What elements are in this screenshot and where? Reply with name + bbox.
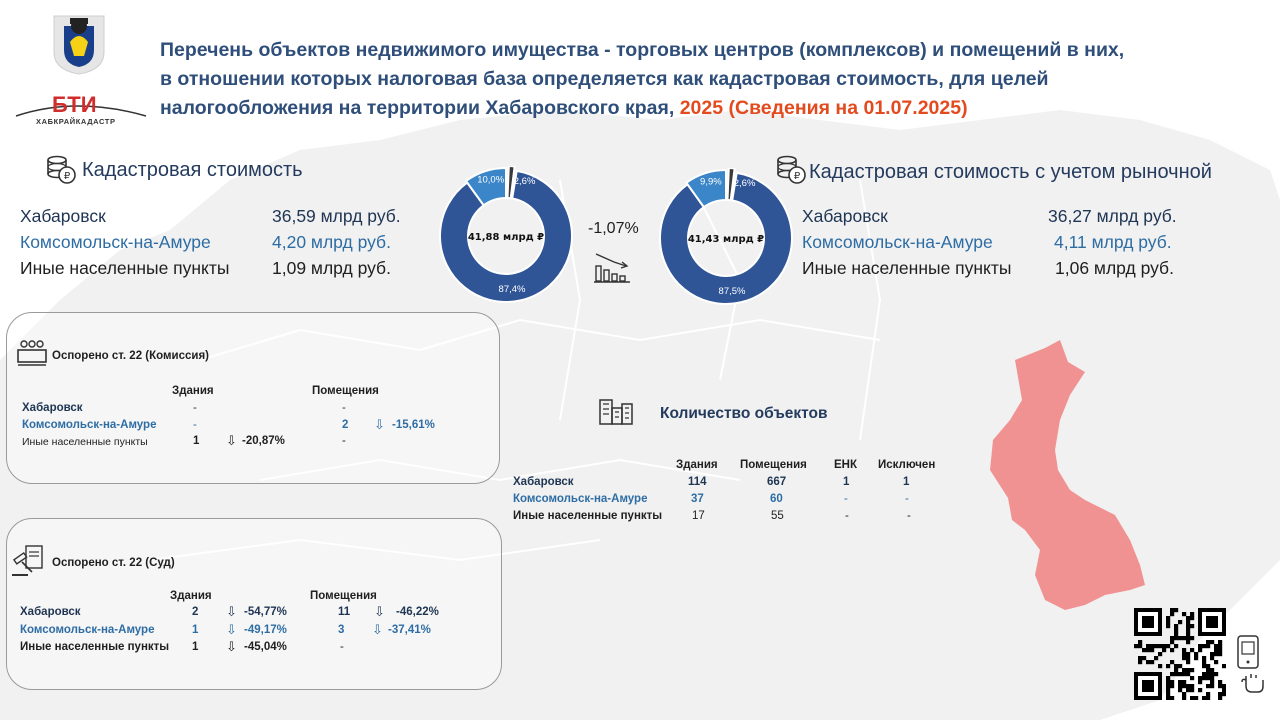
court-col-buildings: Здания <box>170 590 212 602</box>
objects-title: Количество объектов <box>660 405 828 422</box>
down-arrow-icon: ⇩ <box>226 604 237 619</box>
title-date-note: (Сведения на 01.07.2025) <box>728 97 968 119</box>
donut-slice-label: 10,0% <box>477 174 505 186</box>
commission-row-b-pct: -20,87% <box>242 435 285 447</box>
commission-row-p-count: - <box>342 402 346 414</box>
commission-title: Оспорено ст. 22 (Комиссия) <box>52 350 209 362</box>
market-name-1: Комсомольск-на-Амуре <box>802 232 993 252</box>
court-row-p-count: - <box>340 641 344 653</box>
objects-cell: 114 <box>688 476 707 488</box>
objects-cell: - <box>844 493 848 505</box>
commission-row-name: Иные населенные пункты <box>22 436 148 448</box>
down-arrow-icon: ⇩ <box>372 622 383 637</box>
title-year: 2025 <box>679 97 724 119</box>
phone-icon <box>1232 634 1266 694</box>
objects-cell: 17 <box>692 510 705 522</box>
commission-panel <box>6 312 500 484</box>
market-value-0: 36,27 млрд руб. <box>1048 206 1177 226</box>
title-line-1: Перечень объектов недвижимого имущества - торговых центров (комплексов) и помещений в них, <box>160 39 1125 61</box>
objects-row-name: Иные населенные пункты <box>513 510 663 522</box>
svg-text:ХАБКРАЙКАДАСТР: ХАБКРАЙКАДАСТР <box>36 117 116 126</box>
commission-row-b-count: - <box>193 419 197 431</box>
commission-row-b-count: 1 <box>193 435 200 447</box>
donut-slice-label: 87,4% <box>498 284 526 295</box>
donut-slice-label: 2,6% <box>733 178 756 190</box>
donut-slice-label: 2,6% <box>513 176 536 188</box>
objects-cell: - <box>905 493 909 505</box>
court-row-p-count: 11 <box>338 606 351 618</box>
chart-down-icon <box>592 248 632 284</box>
commission-row-p-count: 2 <box>342 419 349 431</box>
svg-text:₽: ₽ <box>63 171 71 182</box>
market-name-0: Хабаровск <box>802 206 888 226</box>
court-row-p-count: 3 <box>338 624 345 636</box>
down-arrow-icon: ⇩ <box>226 639 237 654</box>
svg-text:БТИ: БТИ <box>52 92 97 117</box>
donut-center-label: 41,43 млрд ₽ <box>687 234 765 245</box>
coins-icon <box>44 152 78 186</box>
objects-cell: 60 <box>770 493 783 505</box>
objects-cell: 55 <box>771 510 784 522</box>
council-icon <box>16 336 48 368</box>
title-line-3: налогообложения на территории Хабаровского края, 2025 (Сведения на 01.07.2025) <box>160 97 968 119</box>
court-row-b-pct: -54,77% <box>244 606 287 618</box>
down-arrow-icon: ⇩ <box>374 417 385 432</box>
court-row-b-count: 2 <box>192 606 199 618</box>
court-row-name: Иные населенные пункты <box>20 641 170 653</box>
coins-icon <box>774 152 808 186</box>
objects-col-2: ЕНК <box>834 459 857 471</box>
commission-row-name: Комсомольск-на-Амуре <box>22 419 157 431</box>
market-title: Кадастровая стоимость с учетом рыночной <box>809 161 1212 183</box>
court-row-name: Комсомольск-на-Амуре <box>20 624 155 636</box>
objects-cell: - <box>845 510 849 522</box>
objects-cell: - <box>907 510 911 522</box>
objects-row-name: Хабаровск <box>513 476 574 488</box>
court-row-b-count: 1 <box>192 641 199 653</box>
change-percent: -1,07% <box>588 220 639 237</box>
commission-col-buildings: Здания <box>172 385 214 397</box>
court-row-b-count: 1 <box>192 624 199 636</box>
commission-row-p-pct: -15,61% <box>392 419 435 431</box>
gavel-icon <box>10 542 46 578</box>
page-title <box>160 36 1240 123</box>
court-row-p-pct: -46,22% <box>396 606 439 618</box>
bti-logo <box>6 86 156 128</box>
commission-row-b-count: - <box>193 402 197 414</box>
court-panel <box>6 518 502 690</box>
coat-of-arms-icon <box>50 12 108 76</box>
cadastral-value-2: 1,09 млрд руб. <box>272 258 391 278</box>
objects-cell: 37 <box>691 493 704 505</box>
donut-slice-label: 9,9% <box>700 176 722 188</box>
title-line-2: в отношении которых налоговая база определяется как кадастровая стоимость, для целей <box>160 68 1049 90</box>
down-arrow-icon: ⇩ <box>226 622 237 637</box>
court-row-p-pct: -37,41% <box>388 624 431 636</box>
donut-center-label: 41,88 млрд ₽ <box>467 232 545 243</box>
objects-col-3: Исключен <box>878 459 936 471</box>
market-value-2: 1,06 млрд руб. <box>1055 258 1174 278</box>
market-name-2: Иные населенные пункты <box>802 258 1012 278</box>
qr-code-icon[interactable] <box>1134 608 1226 700</box>
svg-text:₽: ₽ <box>793 171 801 182</box>
cadastral-name-2: Иные населенные пункты <box>20 258 230 278</box>
court-title: Оспорено ст. 22 (Суд) <box>52 557 175 569</box>
commission-col-premises: Помещения <box>312 385 379 397</box>
objects-cell: 1 <box>903 476 910 488</box>
court-row-b-pct: -45,04% <box>244 641 287 653</box>
objects-cell: 667 <box>767 476 787 488</box>
donut-chart-cadastral <box>436 166 576 306</box>
cadastral-title: Кадастровая стоимость <box>82 159 303 181</box>
down-arrow-icon: ⇩ <box>226 433 237 448</box>
court-row-name: Хабаровск <box>20 606 81 618</box>
cadastral-name-1: Комсомольск-на-Амуре <box>20 232 211 252</box>
court-col-premises: Помещения <box>310 590 377 602</box>
commission-row-p-count: - <box>342 435 346 447</box>
donut-slice-label: 87,5% <box>718 286 746 297</box>
cadastral-value-1: 4,20 млрд руб. <box>272 232 391 252</box>
market-value-1: 4,11 млрд руб. <box>1054 232 1172 252</box>
court-row-b-pct: -49,17% <box>244 624 287 636</box>
cadastral-value-0: 36,59 млрд руб. <box>272 206 401 226</box>
donut-chart-market <box>656 168 796 308</box>
cadastral-name-0: Хабаровск <box>20 206 106 226</box>
objects-cell: 1 <box>843 476 850 488</box>
objects-row-name: Комсомольск-на-Амуре <box>513 493 648 505</box>
buildings-icon <box>598 396 634 426</box>
down-arrow-icon: ⇩ <box>374 604 385 619</box>
objects-col-0: Здания <box>676 459 718 471</box>
commission-row-name: Хабаровск <box>22 402 83 414</box>
objects-col-1: Помещения <box>740 459 807 471</box>
